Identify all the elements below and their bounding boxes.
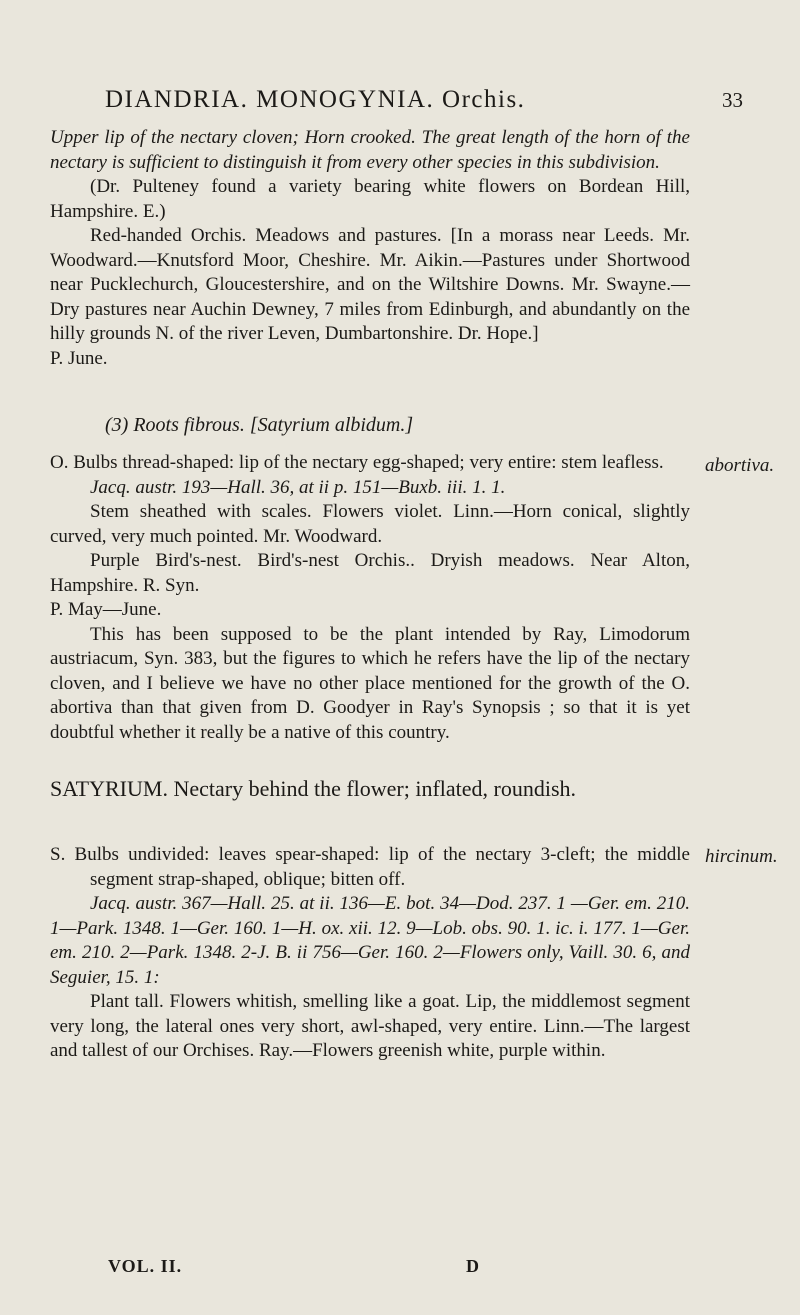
genus-heading-satyrium: SATYRIUM. Nectary behind the flower; inflated, roundish. (50, 776, 577, 801)
paragraph-horn-note: Upper lip of the nectary cloven; Horn crooked. The great length of the horn of the nectary is sufficient to distinguish it from every other species in this subdivision. (50, 127, 690, 173)
signature-mark: D (466, 1256, 479, 1276)
page-header (0, 86, 800, 126)
margin-species-name: hircinum. (705, 846, 778, 867)
species-description: Plant tall. Flowers whitish, smelling like a goat. Lip, the middlemost segment very long, the lateral ones very short, awl-shaped, very entire. Linn.—The largest and tallest of our Orchises. Ray.—Flowers greenish white, purple within. (50, 991, 690, 1061)
species-description: Stem sheathed with scales. Flowers violet. Linn.—Horn conical, slightly curved, very much pointed. Mr. Woodward. (50, 501, 690, 547)
species-diagnosis: O. Bulbs thread-shaped: lip of the nectary egg-shaped; very entire: stem leafless. (50, 452, 664, 473)
common-name-habitat: Purple Bird's-nest. Bird's-nest Orchis.. Dryish meadows. Near Alton, Hampshire. R. Syn. (50, 550, 690, 596)
flowering-time: P. June. (50, 347, 108, 369)
subdivision-heading: (3) Roots fibrous. [Satyrium albidum.] (105, 414, 414, 436)
running-head: DIANDRIA. MONOGYNIA. Orchis. (105, 86, 526, 113)
flowering-time: P. May—June. (50, 599, 162, 620)
paragraph-localities: Red-handed Orchis. Meadows and pastures. [In a morass near Leeds. Mr. Woodward.—Knutsford Moor, Cheshire. Mr. Aikin.—Pastures under Shortwood near Pucklechurch, Gloucestershire, and on the Wiltshire Downs. Mr. Swayne.—Dry pastures near Auchin Dewney, 7 miles from Edinburgh, and abundantly on the hilly grounds N. of the river Leven, Dumbartonshire. Dr. Hope.] (50, 225, 690, 344)
references: Jacq. austr. 367—Hall. 25. at ii. 136—E. bot. 34—Dod. 237. 1 —Ger. em. 210. 1—Park. 1348. 1—Ger. 160. 1—H. ox. xii. 12. 9—Lob. obs. 90. 1. ic. i. 177. 1—Ger. em. 210. 2—Park. 1348. 2-J. B. ii 756—Ger. 160. 2—Flowers only, Vaill. 30. 6, and Seguier, 15. 1: (50, 893, 690, 988)
page-number: 33 (722, 88, 743, 112)
orchis-abortiva-entry (50, 451, 690, 745)
margin-species-name: abortiva. (705, 455, 775, 476)
species-diagnosis: S. Bulbs undivided: leaves spear-shaped: lip of the nectary 3-cleft; the middle segment strap-shaped, oblique; bitten off. (50, 844, 690, 890)
volume-mark: VOL. II. (108, 1256, 183, 1276)
satyrium-hircinum-entry (50, 843, 690, 1064)
references: Jacq. austr. 193—Hall. 36, at ii p. 151—Buxb. iii. 1. 1. (90, 476, 506, 498)
orchis-mascula-continued (50, 126, 690, 371)
species-note: This has been supposed to be the plant intended by Ray, Limodorum austriacum, Syn. 383, but the figures to which he refers have the lip of the nectary cloven, and I believe we have no other place mentioned for the growth of the O. abortiva than that given from D. Goodyer in Ray's Synopsis ; so that it is yet doubtful whether it really be a native of this country. (50, 623, 690, 743)
paragraph-variety-note: (Dr. Pulteney found a variety bearing white flowers on Bordean Hill, Hampshire. E.) (50, 176, 690, 222)
